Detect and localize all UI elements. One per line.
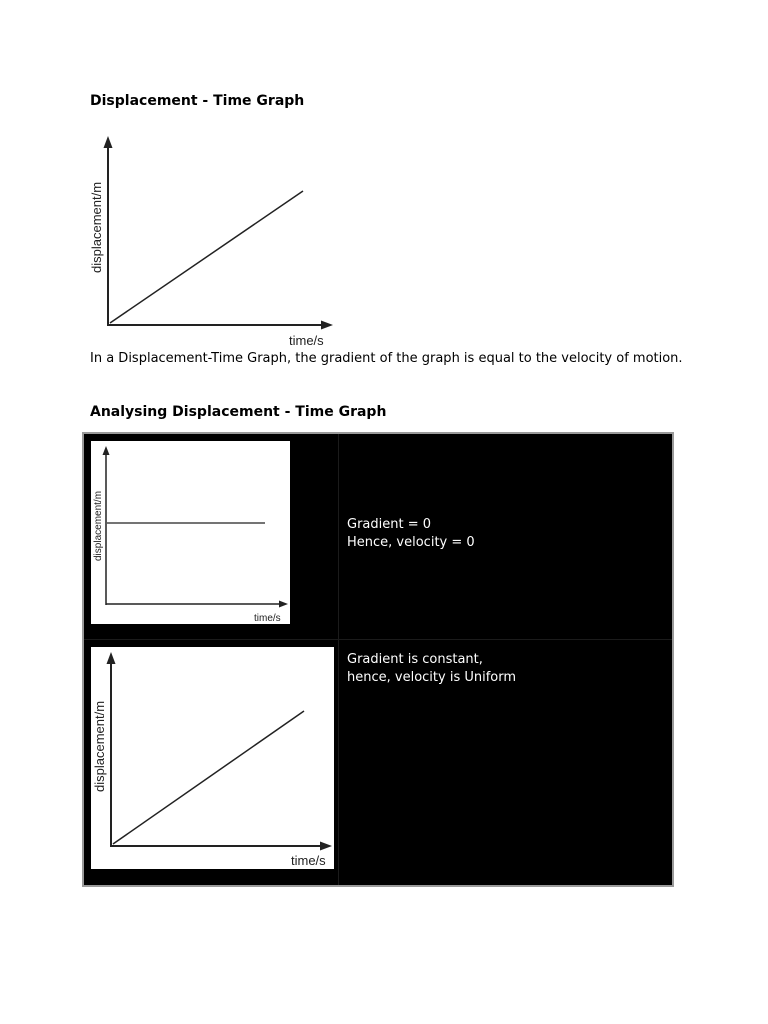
table-row <box>83 433 673 640</box>
analysis-table <box>82 432 674 887</box>
series-line <box>113 711 304 844</box>
y-axis-label: displacement/m <box>89 181 104 273</box>
x-axis-arrowhead <box>320 842 332 851</box>
x-axis-label: time/s <box>291 853 326 869</box>
gradient-constant-text: Gradient is constant, <box>347 652 483 668</box>
y-axis-label: displacement/m <box>93 490 104 561</box>
displacement-time-graph <box>88 128 338 346</box>
graph-cell <box>83 640 339 886</box>
main-heading: Displacement - Time Graph <box>90 93 305 109</box>
velocity-zero-text: Hence, velocity = 0 <box>347 535 475 550</box>
gradient-zero-text: Gradient = 0 <box>347 517 432 532</box>
velocity-uniform-text: hence, velocity is Uniform <box>347 670 517 686</box>
constant-gradient-graph <box>91 647 334 869</box>
graph-svg <box>91 647 334 869</box>
y-axis-arrowhead <box>104 136 113 148</box>
analysis-heading: Analysing Displacement - Time Graph <box>90 404 387 420</box>
y-axis-arrowhead <box>103 446 110 455</box>
zero-gradient-graph <box>91 441 290 624</box>
y-axis-arrowhead <box>107 652 116 664</box>
description-cell <box>339 433 674 640</box>
x-axis-arrowhead <box>321 321 333 330</box>
y-axis-label: displacement/m <box>92 701 107 793</box>
table-row <box>83 640 673 886</box>
graph-cell <box>83 433 339 640</box>
graph-svg <box>88 128 338 346</box>
series-line <box>110 191 303 323</box>
graph-svg <box>91 441 290 624</box>
x-axis-label: time/s <box>254 613 281 624</box>
description-cell <box>339 640 674 886</box>
x-axis-label: time/s <box>289 333 324 346</box>
x-axis-arrowhead <box>279 601 288 608</box>
gradient-explanation: In a Displacement-Time Graph, the gradient of the graph is equal to the velocity of motion. <box>90 351 683 366</box>
